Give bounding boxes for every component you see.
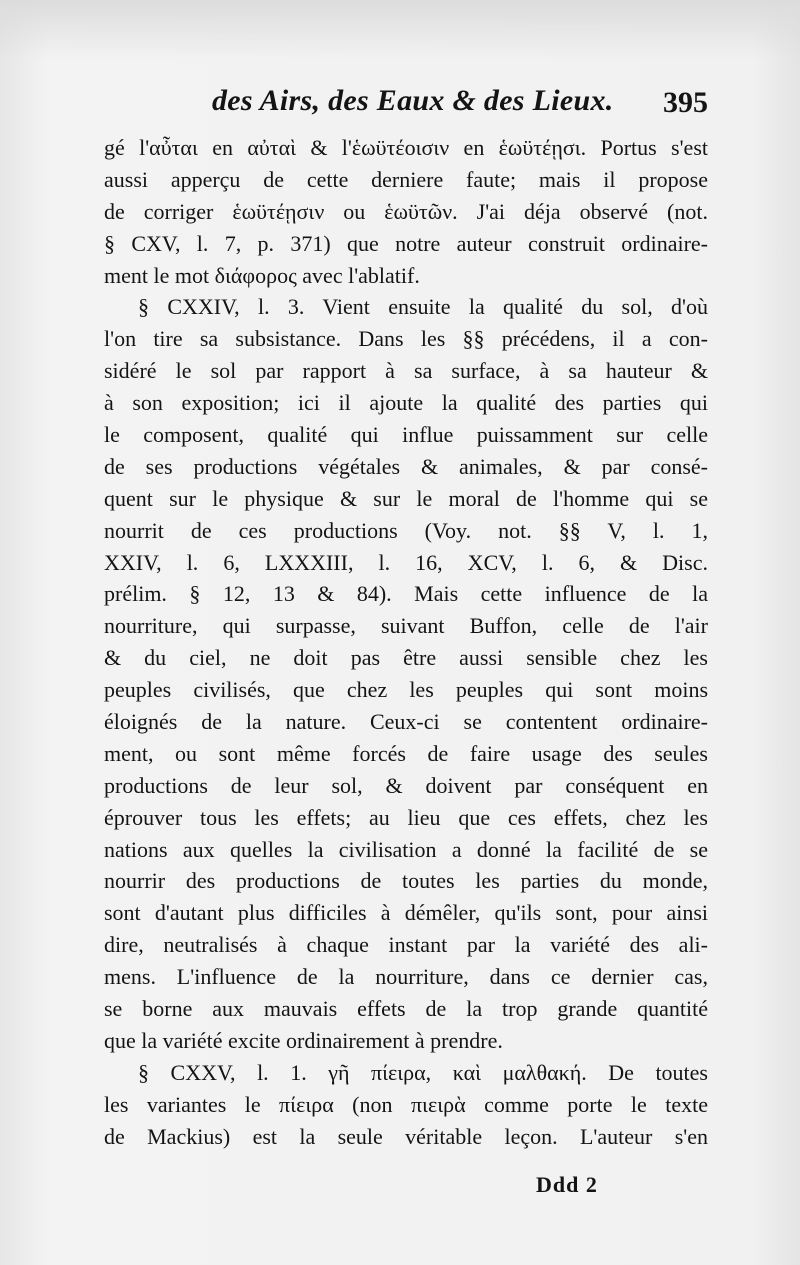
text-line: à son exposition; ici il ajoute la qualité des parties qui	[104, 390, 708, 416]
paragraph-start-line: § CXXV, l. 1. γῆ πίειρα, καὶ μαλθακή. De toutes	[138, 1059, 708, 1085]
text-line: quent sur le physique & sur le moral de l'homme qui se	[104, 485, 708, 511]
text-line: § CXV, l. 7, p. 371) que notre auteur construit ordinaire-	[104, 230, 708, 256]
text-line: prélim. § 12, 13 & 84). Mais cette influence de la	[104, 581, 708, 607]
running-title: des Airs, des Eaux & des Lieux.	[212, 84, 614, 117]
text-line: de corriger ἑωϋτέῃσιν ou ἑωϋτῶν. J'ai déja observé (not.	[104, 198, 708, 224]
text-line: éloignés de la nature. Ceux-ci se contentent ordinaire-	[104, 709, 708, 735]
text-line: aussi apperçu de cette derniere faute; mais il propose	[104, 166, 708, 192]
text-line: ment, ou sont même forcés de faire usage des seules	[104, 740, 708, 766]
running-head	[100, 84, 708, 124]
text-line: sidéré le sol par rapport à sa surface, à sa hauteur &	[104, 358, 708, 384]
text-line: le composent, qualité qui influe puissamment sur celle	[104, 422, 708, 448]
text-line: nourriture, qui surpasse, suivant Buffon, celle de l'air	[104, 613, 708, 639]
text-line: nourrit de ces productions (Voy. not. §§ V, l. 1,	[104, 517, 708, 543]
text-line: l'on tire sa subsistance. Dans les §§ précédens, il a con-	[104, 326, 708, 352]
text-line: peuples civilisés, que chez les peuples qui sont moins	[104, 677, 708, 703]
text-line: & du ciel, ne doit pas être aussi sensible chez les	[104, 645, 708, 671]
text-line: sont d'autant plus difficiles à démêler, qu'ils sont, pour ainsi	[104, 900, 708, 926]
text-line: de ses productions végétales & animales, & par consé-	[104, 453, 708, 479]
body-text	[104, 132, 708, 1153]
text-line: mens. L'influence de la nourriture, dans ce dernier cas,	[104, 964, 708, 990]
text-line: nations aux quelles la civilisation a donné la facilité de se	[104, 836, 708, 862]
paragraph-start-line: § CXXIV, l. 3. Vient ensuite la qualité du sol, d'où	[138, 294, 708, 320]
text-line: nourrir des productions de toutes les parties du monde,	[104, 868, 708, 894]
text-line: dire, neutralisés à chaque instant par la variété des ali-	[104, 932, 708, 958]
text-line: les variantes le πίειρα (non πιειρὰ comme porte le texte	[104, 1091, 708, 1117]
text-line: gé l'αὖται en αὐταὶ & l'ἑωϋτέοισιν en ἑωϋτέῃσι. Portus s'est	[104, 135, 708, 160]
text-line: se borne aux mauvais effets de la trop grande quantité	[104, 996, 708, 1022]
text-line: que la variété excite ordinairement à prendre.	[104, 1027, 503, 1053]
text-line: de Mackius) est la seule véritable leçon. L'auteur s'en	[104, 1123, 708, 1149]
text-line: productions de leur sol, & doivent par conséquent en	[104, 772, 708, 798]
page-number: 395	[663, 86, 708, 119]
text-line: éprouver tous les effets; au lieu que ces effets, chez les	[104, 804, 708, 830]
signature-mark: Ddd 2	[536, 1172, 598, 1197]
text-line: XXIV, l. 6, LXXXIII, l. 16, XCV, l. 6, & Disc.	[104, 549, 708, 575]
text-line: ment le mot διάφορος avec l'ablatif.	[104, 262, 420, 288]
